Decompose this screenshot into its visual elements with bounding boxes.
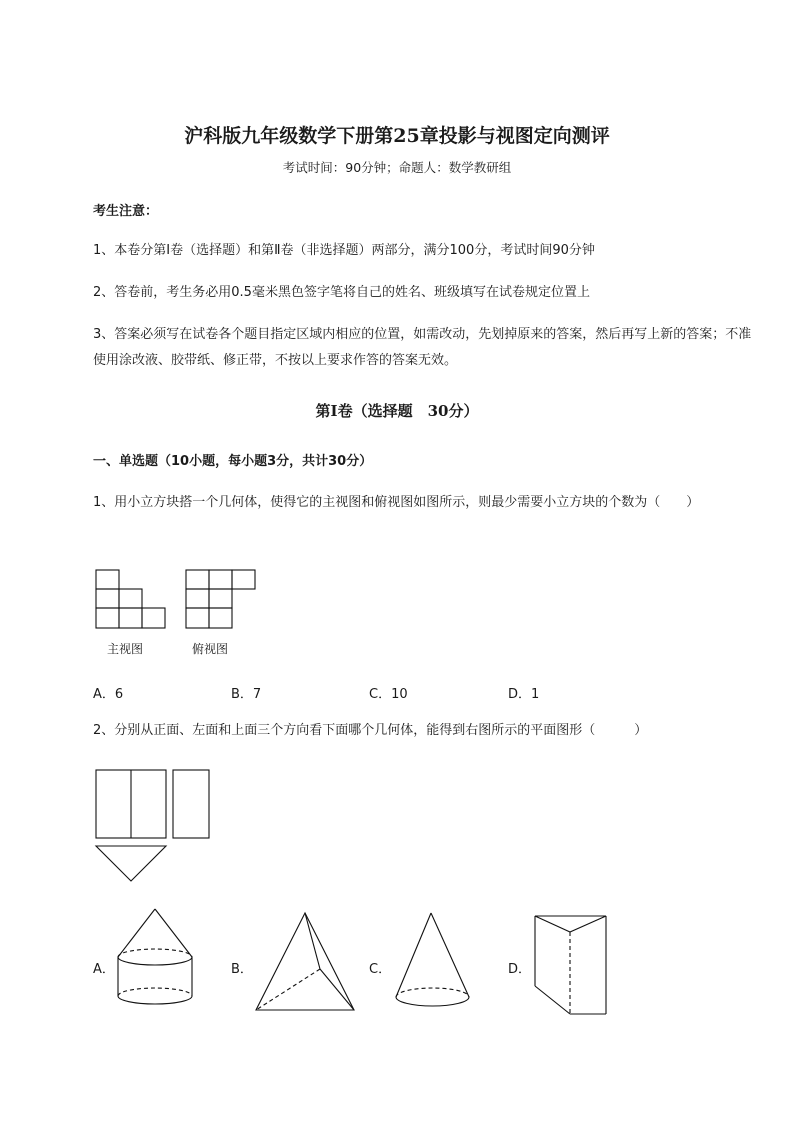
q1-option-a[interactable]: A．6 — [93, 687, 124, 702]
q1-option-d[interactable]: D．1 — [508, 687, 540, 702]
q2-front-view — [96, 770, 166, 838]
q2-option-c[interactable]: C． — [369, 962, 392, 977]
question-1-text: 1、用小立方块搭一个几何体，使得它的主视图和俯视图如图所示，则最少需要小立方块的个数为（ ） — [93, 495, 700, 510]
q1-option-c[interactable]: C．10 — [369, 687, 408, 702]
q2-option-a[interactable]: A． — [93, 962, 115, 977]
exam-info: 考试时间：90分钟；命题人：数学教研组 — [282, 160, 512, 175]
top-view-caption: 俯视图 — [192, 642, 229, 656]
notice-item-2: 2、答卷前，考生务必用0.5毫米黑色签字笔将自己的姓名、班级填写在试卷规定位置上 — [93, 285, 590, 300]
page-title: 沪科版九年级数学下册第25章投影与视图定向测评 — [184, 125, 610, 147]
part-heading: 一、单选题（10小题，每小题3分，共计30分） — [93, 454, 373, 469]
option-c-solid — [396, 913, 469, 1006]
q2-side-view — [173, 770, 209, 838]
front-view-caption: 主视图 — [107, 642, 144, 656]
notice-item-1: 1、本卷分第I卷（选择题）和第Ⅱ卷（非选择题）两部分，满分100分，考试时间90分钟 — [93, 243, 595, 258]
q2-option-b[interactable]: B． — [231, 962, 253, 977]
q2-option-d[interactable]: D． — [508, 962, 532, 977]
option-d-solid — [535, 916, 606, 1014]
q1-option-b[interactable]: B．7 — [231, 687, 262, 702]
notice-heading: 考生注意： — [93, 204, 159, 219]
notice-item-3: 3、答案必须写在试卷各个题目指定区域内相应的位置，如需改动，先划掉原来的答案，然后再写上新的答案；不准使用涂改液、胶带纸、修正带，不按以上要求作答的答案无效。 — [93, 327, 752, 368]
option-b-solid — [256, 913, 354, 1010]
question-2-text: 2、分别从正面、左面和上面三个方向看下面哪个几何体，能得到右图所示的平面图形（ ） — [93, 723, 648, 738]
option-a-solid — [118, 909, 192, 1004]
q2-top-view — [96, 846, 166, 881]
section-title: 第I卷（选择题 30分） — [315, 402, 479, 420]
